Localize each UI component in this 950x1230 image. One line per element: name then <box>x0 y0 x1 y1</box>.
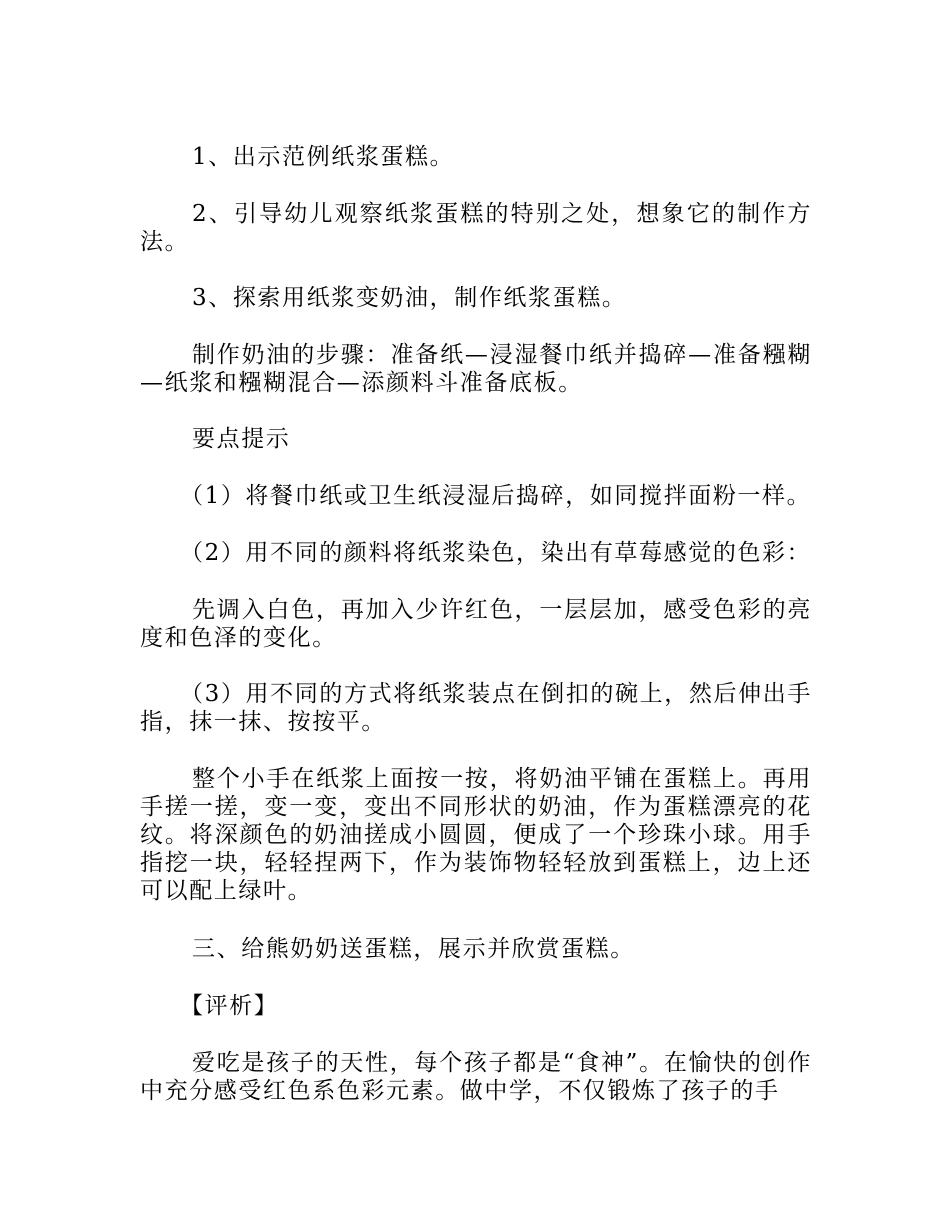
cream-steps-paragraph: 制作奶油的步骤：准备纸—浸湿餐巾纸并捣碎—准备糨糊—纸浆和糨糊混合—添颜料斗准备底板。 <box>140 342 812 396</box>
decoration-paragraph: 整个小手在纸浆上面按一按，将奶油平铺在蛋糕上。再用手搓一搓，变一变，变出不同形状的奶油，作为蛋糕漂亮的花纹。将深颜色的奶油搓成小圆圆，便成了一个珍珠小球。用手指挖一块，轻轻捏两下，作为装饰物轻轻放到蛋糕上，边上还可以配上绿叶。 <box>140 766 812 904</box>
color-mixing-paragraph: 先调入白色，再加入少许红色，一层层加，感受色彩的亮度和色泽的变化。 <box>140 597 812 651</box>
key-point-2-paragraph: （2）用不同的颜料将纸浆染色，染出有草莓感觉的色彩： <box>180 540 812 566</box>
step-2-paragraph: 2、引导幼儿观察纸浆蛋糕的特别之处，想象它的制作方法。 <box>140 201 812 255</box>
key-point-1-paragraph: （1）将餐巾纸或卫生纸浸湿后捣碎，如同搅拌面粉一样。 <box>180 483 812 509</box>
key-points-heading: 要点提示 <box>192 426 291 452</box>
commentary-heading: 【评析】 <box>180 993 279 1019</box>
key-point-3-paragraph: （3）用不同的方式将纸浆装点在倒扣的碗上，然后伸出手指，抹一抹、按按平。 <box>140 681 812 735</box>
step-3-paragraph: 3、探索用纸浆变奶油，制作纸浆蛋糕。 <box>192 285 627 311</box>
section-three-heading: 三、给熊奶奶送蛋糕，展示并欣赏蛋糕。 <box>192 936 635 962</box>
commentary-paragraph: 爱吃是孩子的天性，每个孩子都是“食神”。在愉快的创作中充分感受红色系色彩元素。做中学，不仅锻炼了孩子的手 <box>140 1050 812 1104</box>
step-1-paragraph: 1、出示范例纸浆蛋糕。 <box>192 144 455 170</box>
